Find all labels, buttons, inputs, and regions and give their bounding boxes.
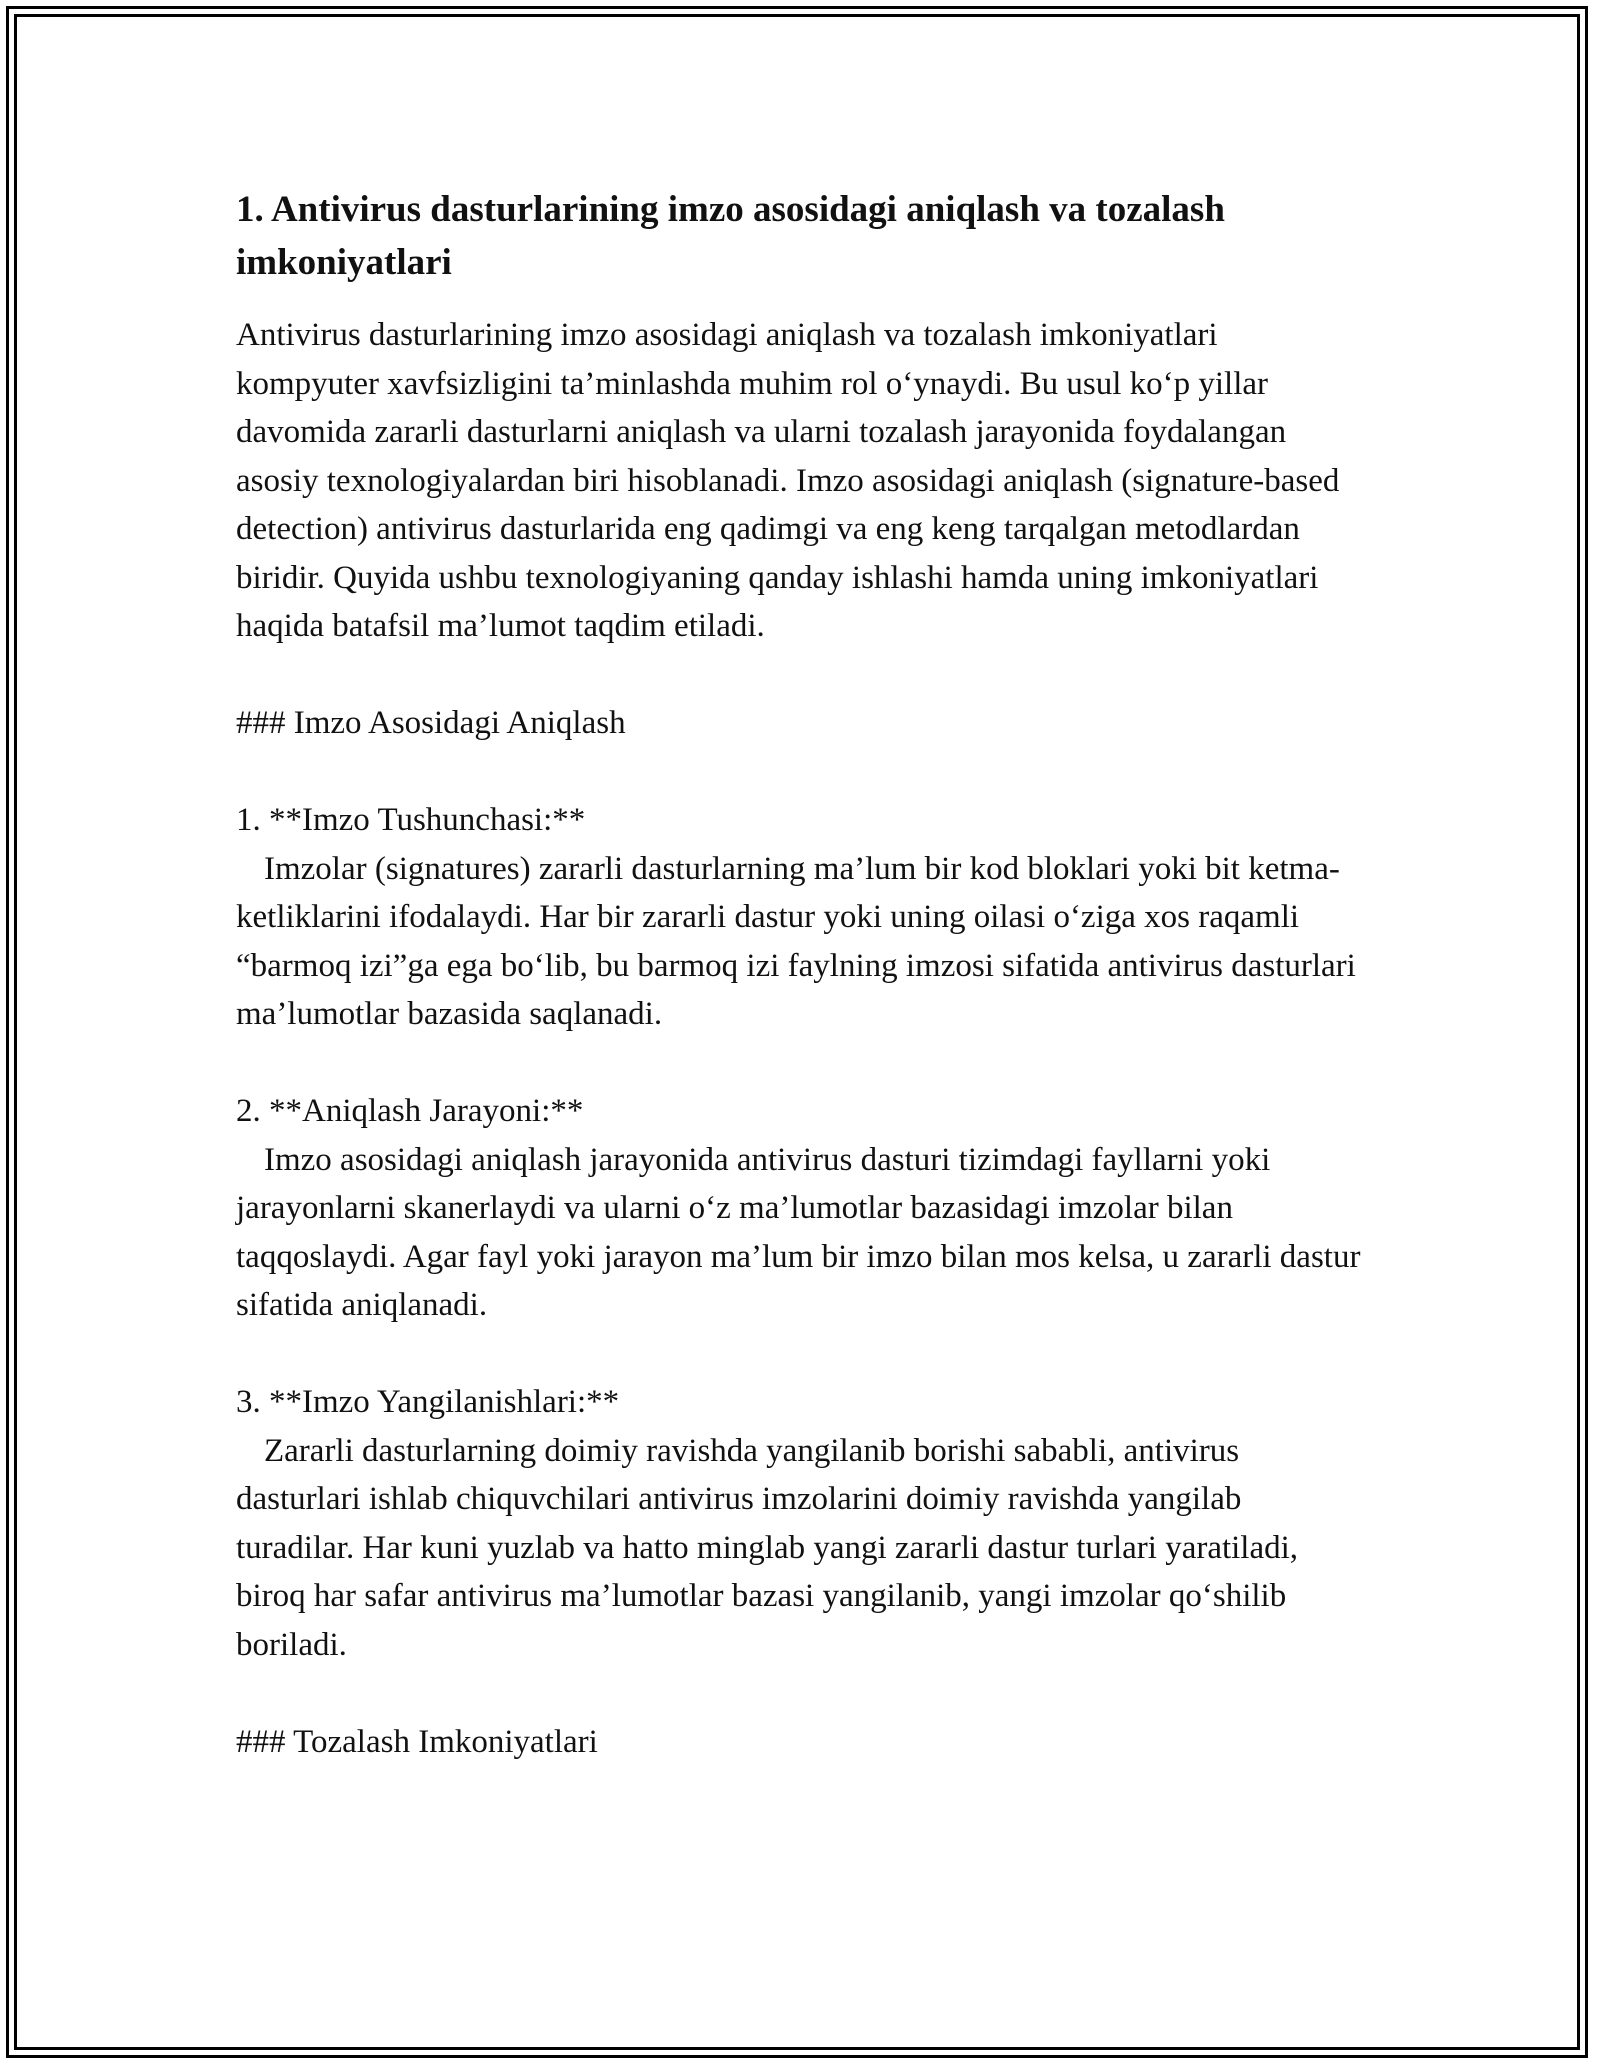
- spacer: [236, 1039, 1366, 1088]
- spacer: [236, 1669, 1366, 1718]
- item-body: Imzo asosidagi aniqlash jarayonida antivirus dasturi tizimdagi fayllarni yoki jarayonlarni skanerlaydi va ularni o‘z ma’lumotlar bazasidagi imzolar bilan taqqoslaydi. Agar fayl yoki jarayon ma’lum bir imzo bilan mos kelsa, u zararli dastur sifatida aniqlanadi.: [236, 1141, 1361, 1323]
- item-body: Imzolar (signatures) zararli dasturlarning ma’lum bir kod bloklari yoki bit ketma-ketliklarini ifodalaydi. Har bir zararli dastur yoki uning oilasi o‘ziga xos raqamli “barmoq izi”ga ega bo‘lib, bu barmoq izi faylning imzosi sifatida antivirus dasturlari ma’lumotlar bazasida saqlanadi.: [236, 850, 1356, 1032]
- item-heading: 2. **Aniqlash Jarayoni:**: [236, 1093, 584, 1129]
- spacer: [236, 748, 1366, 797]
- document-title: 1. Antivirus dasturlarining imzo asosidagi aniqlash va tozalash imkoniyatlari: [236, 189, 1225, 283]
- section-heading-cleaning: ### Tozalash Imkoniyatlari: [236, 1723, 598, 1760]
- item-heading: 1. **Imzo Tushunchasi:**: [236, 802, 586, 838]
- section-heading-detection: ### Imzo Asosidagi Aniqlash: [236, 705, 626, 741]
- intro-paragraph: Antivirus dasturlarining imzo asosidagi aniqlash va tozalash imkoniyatlari kompyuter xavfsizligini ta’minlashda muhim rol o‘ynaydi. Bu usul ko‘p yillar davomida zararli dasturlarni aniqlash va ularni tozalash jarayonida foydalangan asosiy texnologiyalardan biri hisoblanadi. Imzo asosidagi aniqlash (signature-based detection) antivirus dasturlarida eng qadimgi va eng keng tarqalgan metodlardan biridir. Quyida ushbu texnologiyaning qanday ishlashi hamda uning imkoniyatlari haqida batafsil ma’lumot taqdim etiladi.: [236, 317, 1340, 644]
- document-body: [236, 183, 1366, 1766]
- spacer: [236, 1330, 1366, 1379]
- item-heading: 3. **Imzo Yangilanishlari:**: [236, 1384, 620, 1420]
- item-body: Zararli dasturlarning doimiy ravishda yangilanib borishi sababli, antivirus dasturlari ishlab chiquvchilari antivirus imzolarini doimiy ravishda yangilab turadilar. Har kuni yuzlab va hatto minglab yangi zararli dastur turlari yaratiladi, biroq har safar antivirus ma’lumotlar bazasi yangilanib, yangi imzolar qo‘shilib boriladi.: [236, 1432, 1299, 1663]
- spacer: [236, 651, 1366, 700]
